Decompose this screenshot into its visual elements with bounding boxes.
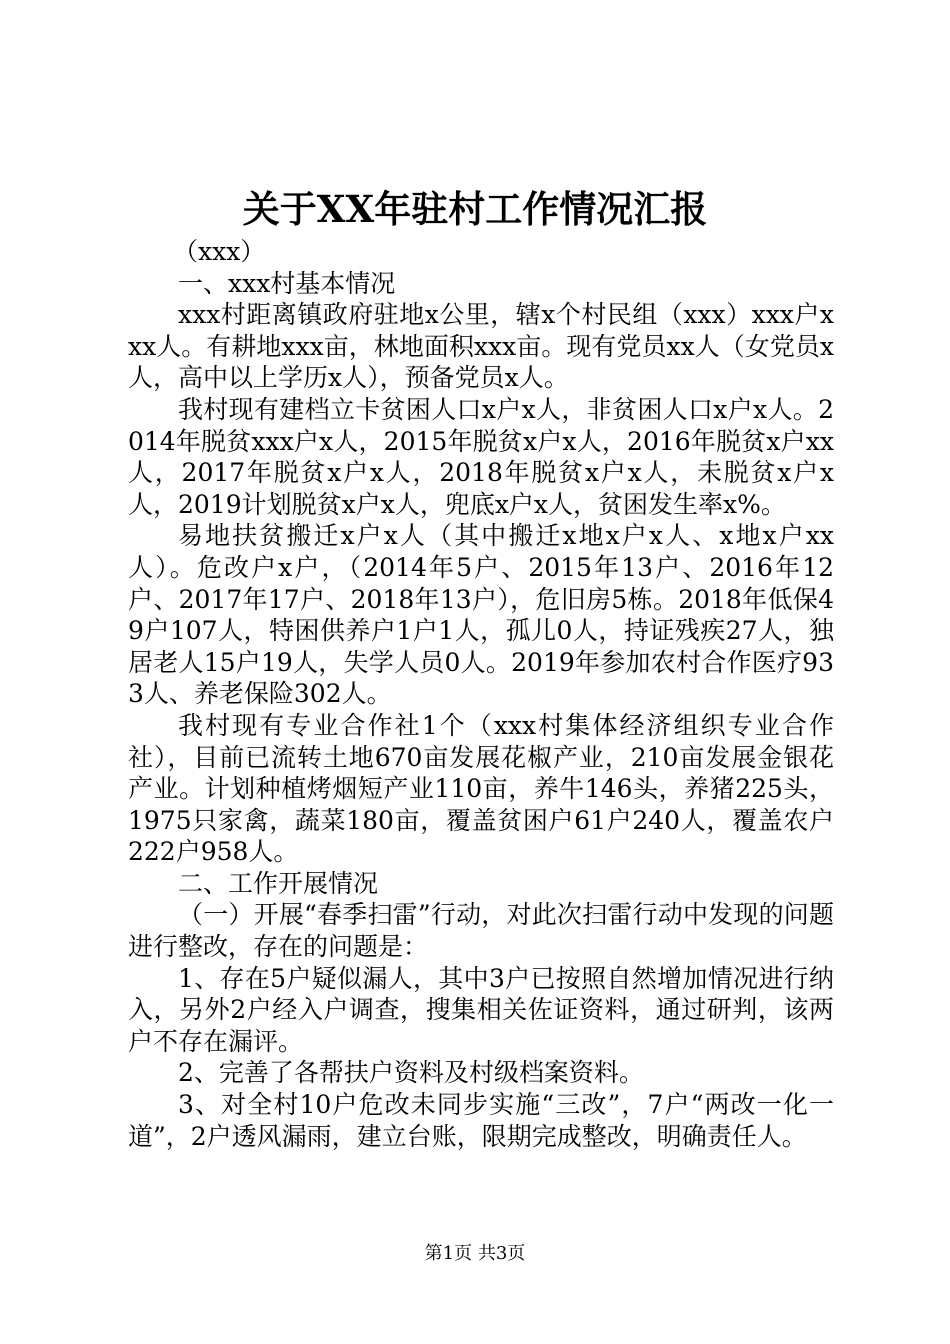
list-item: 1、存在5户疑似漏人，其中3户已按照自然增加情况进行纳入，另外2户经入户调查，搜集相关佐证资料，通过研判，该两户不存在漏评。: [128, 963, 834, 1056]
list-item: 3、对全村10户危改未同步实施“三改”，7户“两改一化一道”，2户透风漏雨，建立台账，限期完成整改，明确责任人。: [128, 1090, 834, 1151]
paragraph: xxx村距离镇政府驻地x公里，辖x个村民组（xxx）xxx户xxx人。有耕地xxx亩，林地面积xxx亩。现有党员xx人（女党员x人，高中以上学历x人），预备党员x人。: [128, 300, 834, 393]
paragraph: 我村现有建档立卡贫困人口x户x人，非贫困人口x户x人。2014年脱贫xxx户x人，2015年脱贫x户x人，2016年脱贫x户xx人，2017年脱贫x户x人，2018年脱贫x户x人，未脱贫x户x人，2019计划脱贫x户x人，兜底x户x人，贫困发生率x%。: [128, 394, 834, 519]
author-line: （xxx）: [173, 237, 266, 266]
page-footer: 第1页 共3页: [424, 1243, 526, 1264]
document-body: [128, 236, 834, 1152]
document-title: 关于XX年驻村工作情况汇报: [242, 187, 708, 231]
subsection-heading: （一）开展“春季扫雷”行动，对此次扫雷行动中发现的问题进行整改，存在的问题是：: [128, 900, 834, 962]
section-heading-2: 二、工作开展情况: [178, 868, 379, 898]
list-item: 2、完善了各帮扶户资料及村级档案资料。: [178, 1058, 644, 1088]
section-heading-1: 一、xxx村基本情况: [178, 268, 396, 298]
paragraph: 易地扶贫搬迁x户x人（其中搬迁x地x户x人、x地x户xx人）。危改户x户，（2014年5户、2015年13户、2016年12户、2017年17户、2018年13户），危旧房5栋。2018年低保49户107人，特困供养户1户1人，孤儿0人，持证残疾27人，独居老人15户19人，失学人员0人。2019年参加农村合作医疗933人、养老保险302人。: [128, 521, 834, 709]
paragraph: 我村现有专业合作社1个（xxx村集体经济组织专业合作社），目前已流转土地670亩发展花椒产业，210亩发展金银花产业。计划种植烤烟短产业110亩，养牛146头，养猪225头，1975只家禽，蔬菜180亩，覆盖贫困户61户240人，覆盖农户222户958人。: [128, 710, 834, 867]
